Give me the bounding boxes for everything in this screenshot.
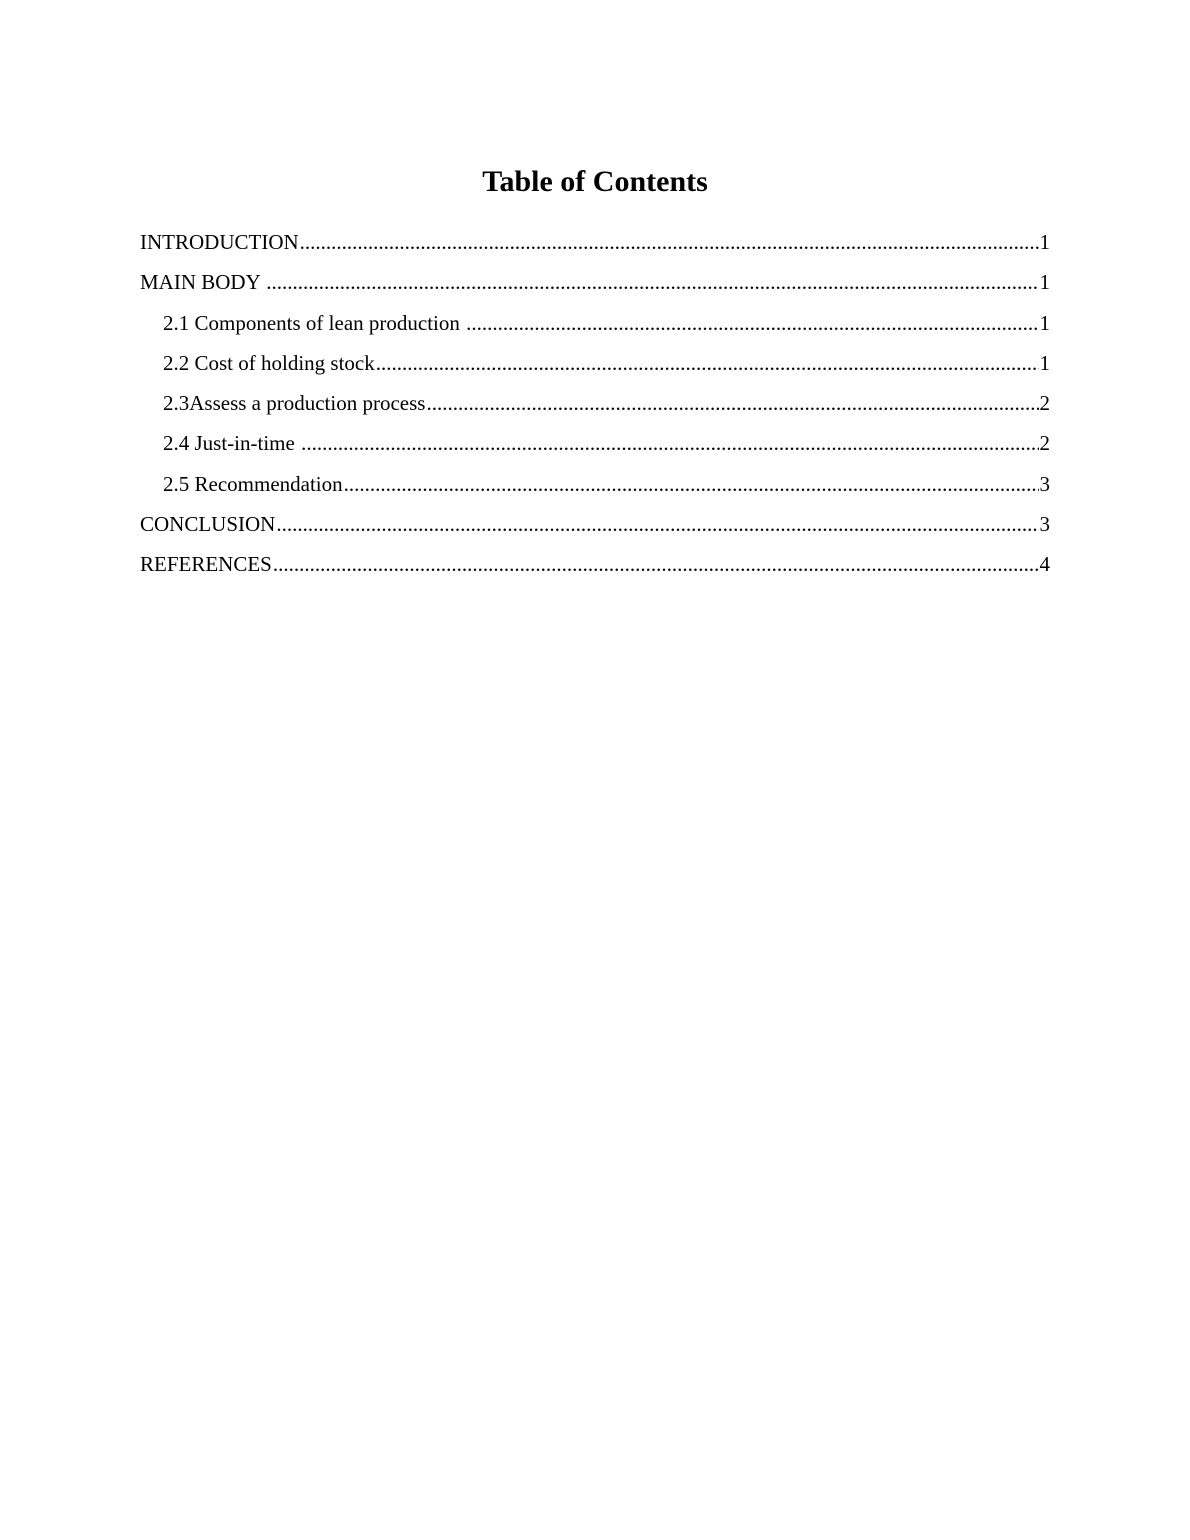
toc-dot-leader [426, 383, 1038, 423]
toc-page-number: 1 [1039, 310, 1050, 335]
toc-entry-main-body[interactable] [140, 262, 1050, 302]
toc-entry-recommendation[interactable] [140, 464, 1050, 504]
toc-page-number: 1 [1039, 230, 1050, 254]
toc-page-number: 3 [1039, 471, 1050, 496]
toc-dot-leader [266, 262, 1038, 302]
toc-list [140, 222, 1050, 585]
toc-page-number: 1 [1039, 270, 1050, 295]
toc-entry-references[interactable] [140, 544, 1050, 584]
toc-entry-label: 2.2 Cost of holding stock [163, 350, 375, 375]
toc-entry-assess-a-production-process[interactable] [140, 383, 1050, 423]
toc-title: Table of Contents [482, 165, 708, 198]
toc-entry-label: 2.4 Just-in-time [163, 431, 301, 456]
toc-dot-leader [344, 464, 1039, 504]
toc-entry-label: 2.5 Recommendation [163, 471, 343, 496]
toc-dot-leader [376, 343, 1039, 383]
toc-dot-leader [466, 303, 1038, 343]
toc-page-number: 4 [1039, 552, 1050, 577]
toc-entry-label: 2.3Assess a production process [163, 391, 426, 416]
toc-dot-leader [300, 222, 1039, 262]
toc-entry-components-of-lean-production[interactable] [140, 303, 1050, 343]
toc-page-number: 2 [1039, 391, 1050, 416]
toc-entry-label: CONCLUSION [140, 512, 276, 537]
toc-entry-label: MAIN BODY [140, 270, 266, 295]
toc-entry-conclusion[interactable] [140, 504, 1050, 544]
toc-entry-label: INTRODUCTION [140, 230, 299, 254]
toc-entry-introduction[interactable] [140, 222, 1050, 262]
toc-entry-label: REFERENCES [140, 552, 272, 577]
toc-page-number: 1 [1039, 350, 1050, 375]
toc-dot-leader [273, 544, 1039, 584]
toc-entry-just-in-time[interactable] [140, 423, 1050, 463]
toc-entry-cost-of-holding-stock[interactable] [140, 343, 1050, 383]
toc-dot-leader [301, 423, 1038, 463]
toc-entry-label: 2.1 Components of lean production [163, 310, 466, 335]
toc-dot-leader [276, 504, 1038, 544]
toc-page-number: 3 [1039, 512, 1050, 537]
toc-page-number: 2 [1039, 431, 1050, 456]
